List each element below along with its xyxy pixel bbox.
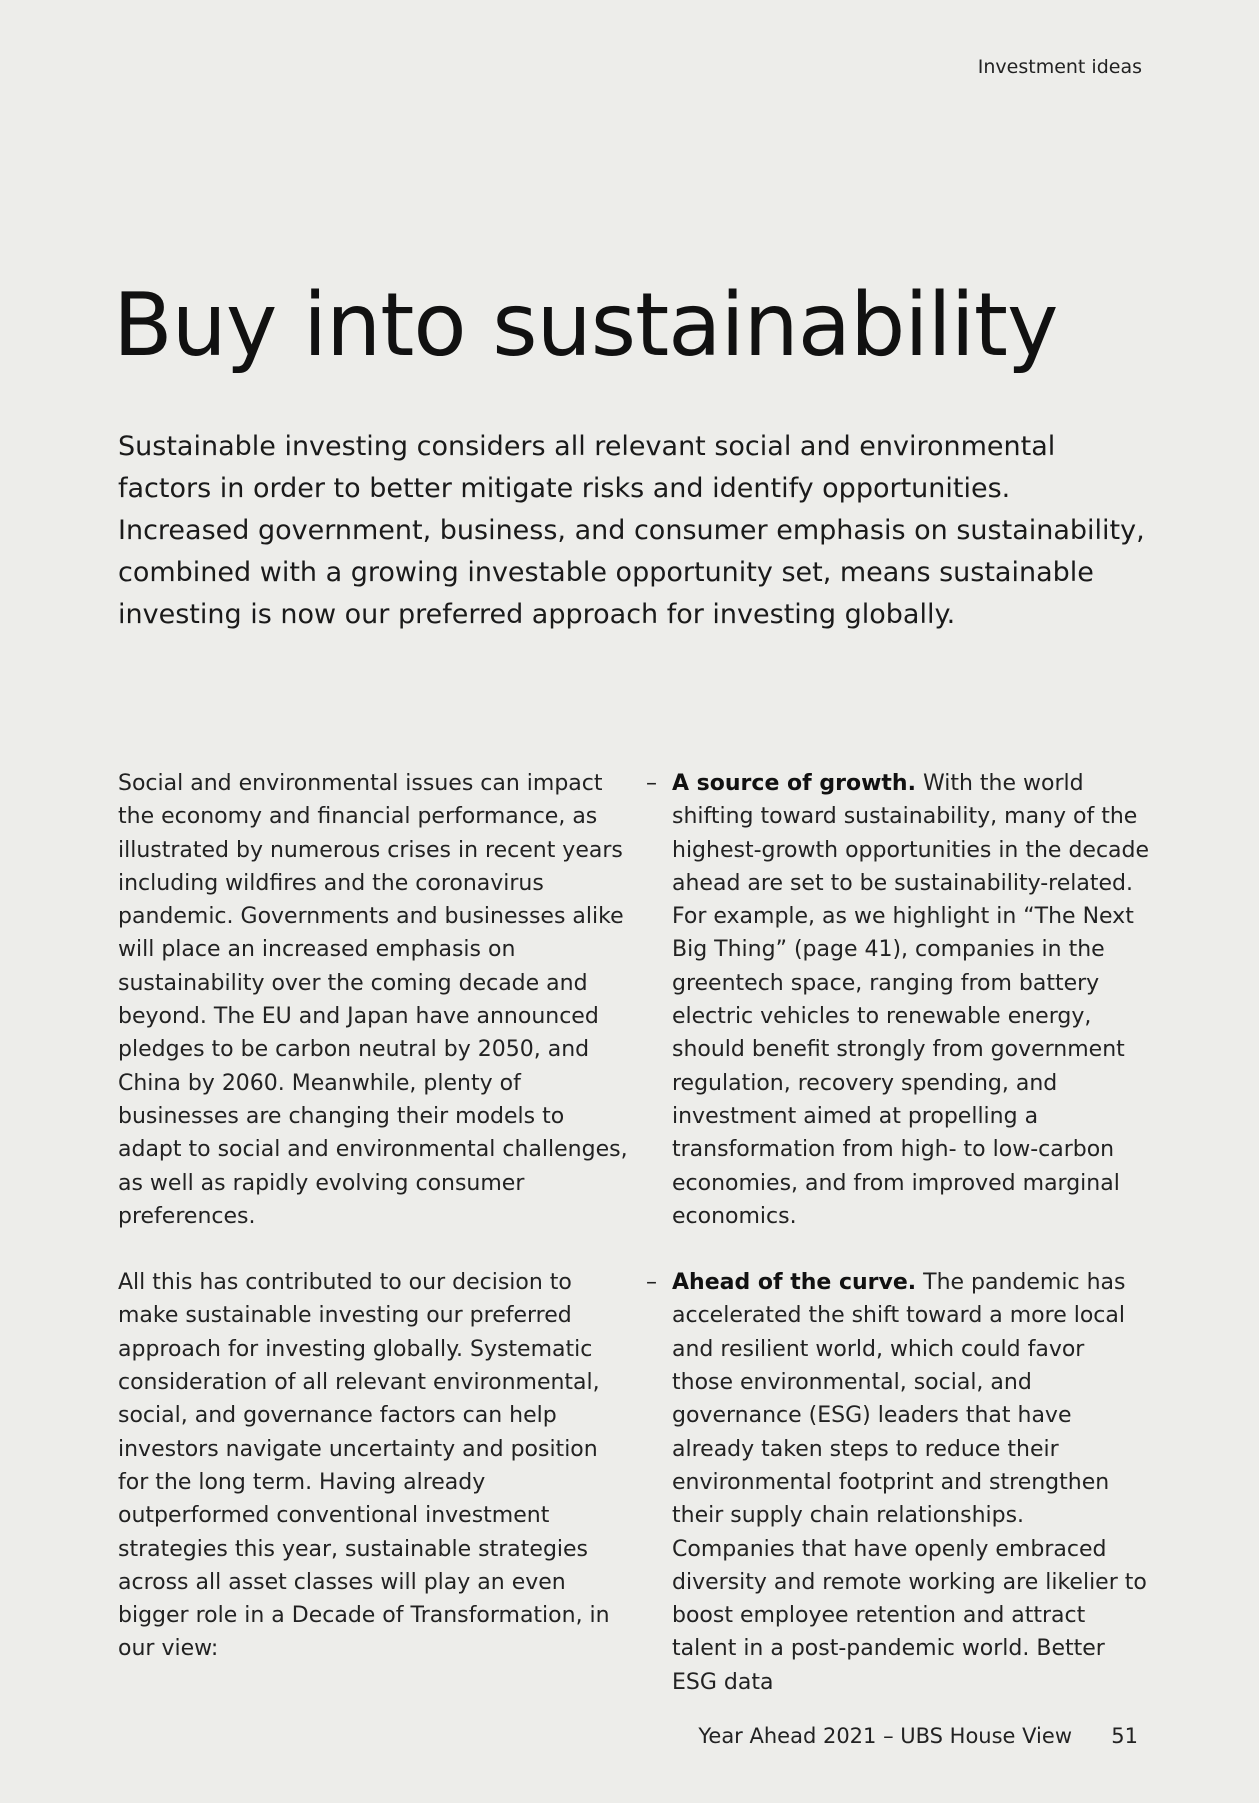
bullet-heading: Ahead of the curve. [672,1270,917,1296]
section-label: Investment ideas [977,56,1142,78]
left-column [118,767,628,1699]
bullet-heading: A source of growth. [672,771,916,796]
page-number: 51 [1111,1724,1138,1748]
footer-publication: Year Ahead 2021 – UBS House View [698,1724,1072,1748]
intro-paragraph: Sustainable investing considers all relevant social and environmental factors in order to better mitigate risks and identify opportunities. Increased government, business, and consumer emphasis on sustainability, combined with a growing investable opportunity set, means sustainable investing is now our preferred approach for investing globally. [118,431,1145,630]
bullet-item [646,767,1151,1233]
right-column [646,767,1151,1732]
bullet-dash: – [646,1270,657,1296]
body-paragraph: All this has contributed to our decision to make sustainable investing our preferred approach for investing globally. Systematic consideration of all relevant environmental, social, and governance factors can help investors navigate uncertainty and position for the long term. Having already outperformed conventional investment strategies this year, sustainable strategies across all asset classes will play an even bigger role in a Decade of Transformation, in our view: [118,1270,610,1662]
bullet-dash: – [646,771,657,796]
bullet-text: The pandemic has accelerated the shift toward a more local and resilient world, which could favor those environmental, social, and governance (ESG) leaders that have already taken steps to reduce their environmental footprint and strengthen their supply chain relationships. Companies that have openly embraced diversity and remote working are likelier to boost employee retention and attract talent in a post-pandemic world. Better ESG data [672,1270,1147,1695]
bullet-text: With the world shifting toward sustainability, many of the highest-growth opportunities in the decade ahead are set to be sustainability-related. For example, as we highlight in “The Next Big Thing” (page 41), companies in the greentech space, ranging from battery electric vehicles to renewable energy, should benefit strongly from government regulation, recovery spending, and investment aimed at propelling a transformation from high- to low-carbon economies, and from improved marginal economics. [672,771,1150,1229]
page-title: Buy into sustainability [113,274,1058,376]
body-paragraph: Social and environmental issues can impact the economy and financial performance, as illustrated by numerous crises in recent years including wildfires and the coronavirus pandemic. Governments and businesses alike will place an increased emphasis on sustainability over the coming decade and beyond. The EU and Japan have announced pledges to be carbon neutral by 2050, and China by 2060. Meanwhile, plenty of businesses are changing their models to adapt to social and environmental challenges, as well as rapidly evolving consumer preferences. [118,771,628,1229]
bullet-item [646,1266,1151,1699]
